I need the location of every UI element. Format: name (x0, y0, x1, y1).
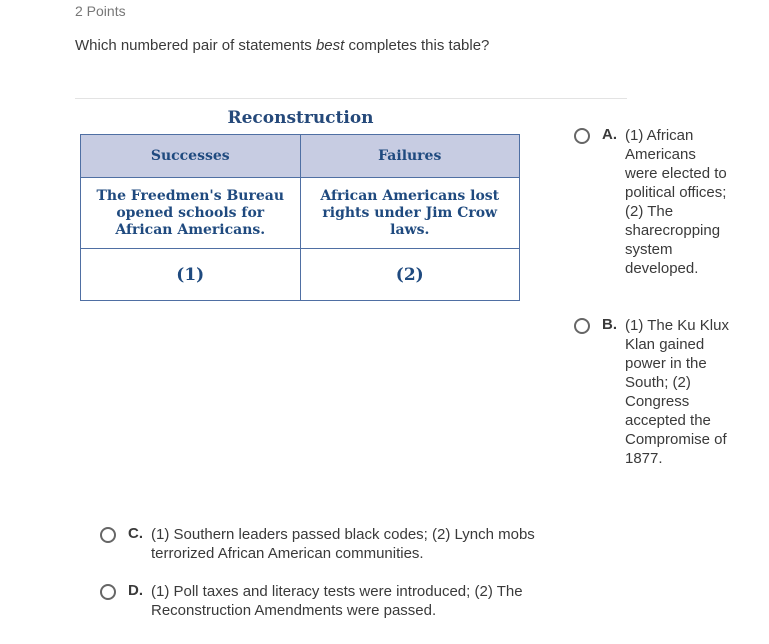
reconstruction-table (80, 134, 520, 301)
question-text-end: completes this table? (344, 37, 490, 54)
option-text-d: (1) Poll taxes and literacy tests were introduced; (2) The Reconstruction Amendments were passed. (151, 583, 523, 619)
answer-option-d[interactable] (100, 582, 571, 620)
blank-slot-1: (1) (81, 249, 301, 301)
radio-button-a[interactable] (574, 128, 590, 144)
option-letter-d: D. (128, 582, 143, 599)
points-label: 2 Points (75, 3, 126, 19)
success-statement: The Freedmen's Bureau opened schools for African Americans. (81, 178, 301, 249)
option-text-c: (1) Southern leaders passed black codes; (2) Lynch mobs terrorized African American communities. (151, 526, 535, 562)
radio-button-d[interactable] (100, 584, 116, 600)
option-text-a: (1) African Americans were elected to political offices; (2) The sharecropping system developed. (625, 127, 727, 277)
option-letter-a: A. (602, 126, 617, 143)
header-successes: Successes (81, 135, 301, 178)
header-failures: Failures (300, 135, 520, 178)
question-text-start: Which numbered pair of statements (75, 37, 316, 54)
radio-button-c[interactable] (100, 527, 116, 543)
table-title: Reconstruction (227, 108, 374, 128)
table-row (81, 249, 520, 301)
divider (75, 98, 627, 99)
option-letter-c: C. (128, 525, 143, 542)
answer-option-c[interactable] (100, 525, 571, 563)
table-row (81, 178, 520, 249)
question-emphasis: best (315, 37, 345, 54)
question-prompt (75, 37, 489, 54)
option-text-b: (1) The Ku Klux Klan gained power in the South; (2) Congress accepted the Compromise of 1877. (625, 317, 729, 467)
answer-option-b[interactable] (574, 316, 729, 468)
reconstruction-table-figure (80, 106, 521, 301)
answer-option-a[interactable] (574, 126, 729, 278)
option-letter-b: B. (602, 316, 617, 333)
table-header-row (81, 135, 520, 178)
failure-statement: African Americans lost rights under Jim Crow laws. (300, 178, 520, 249)
blank-slot-2: (2) (300, 249, 520, 301)
radio-button-b[interactable] (574, 318, 590, 334)
